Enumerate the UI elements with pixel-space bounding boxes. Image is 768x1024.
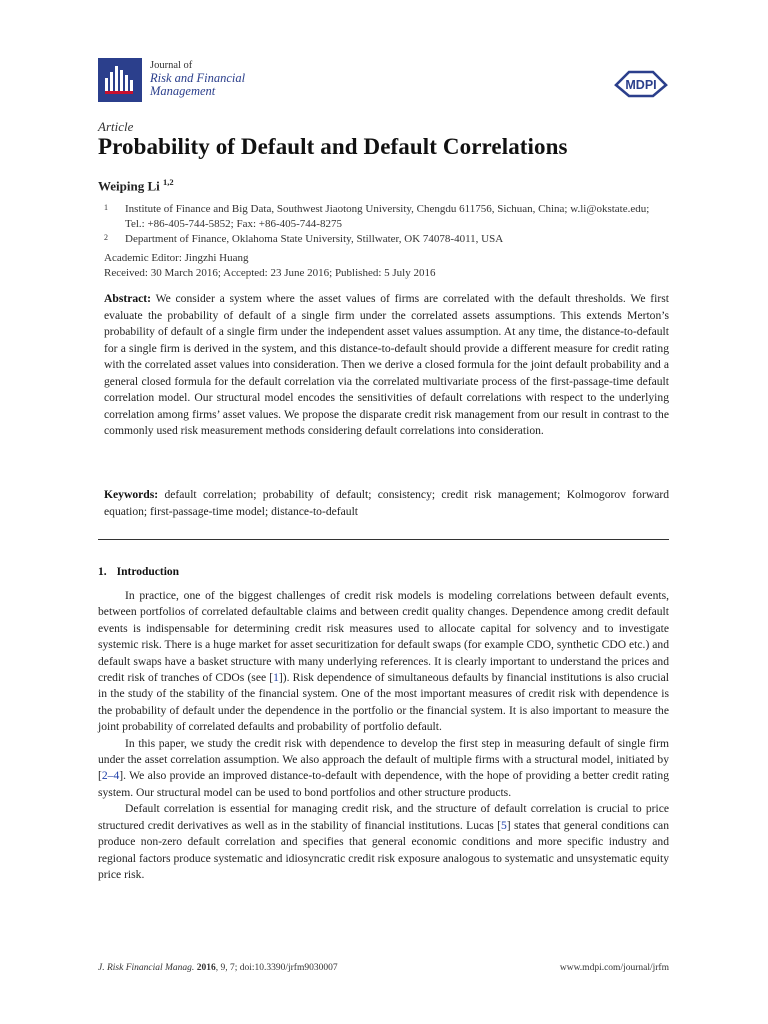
author-line <box>98 177 174 194</box>
author-affiliation-sup: 1,2 <box>163 177 174 187</box>
academic-editor: Academic Editor: Jingzhi Huang <box>104 252 249 264</box>
section-number: 1. <box>98 566 107 578</box>
footer-year: 2016 <box>196 963 216 973</box>
paragraph-text: In this paper, we study the credit risk with dependence to develop the first step in measuring default of single firm under the asset correlation assumption. We also approach the default of multiple firms with a structural model, initiated by [ <box>98 736 669 783</box>
article-type-label: Article <box>98 119 134 134</box>
keywords <box>104 487 669 520</box>
paragraph-text: ]). Risk dependence of simultaneous defaults by financial institutions is also crucial in the study of the stability of the financial system. One of the most important measures of credit risk with dependence is the probability of default under the dependence in the portfolio or the financial system. It is also important to measure the joint probability of correlated defaults and probability of portfolio default. <box>98 671 669 734</box>
citation-link[interactable]: 1 <box>273 671 279 685</box>
author-name: Weiping Li <box>98 178 160 194</box>
publication-dates: Received: 30 March 2016; Accepted: 23 June 2016; Published: 5 July 2016 <box>104 267 436 279</box>
journal-of-label: Journal of <box>150 60 193 71</box>
paragraph-text: In practice, one of the biggest challenges of credit risk models is modeling correlations between default events, between portfolios of correlated defaultable claims and between credit quality changes. Dependence among credit default events is indispensable for determining credit risk measures used to allocate capital for solvency and to investigate systemic risk. There is a huge market for asset securitization for default swaps (for example CDO, synthetic CDO etc.) and default swaps have a basket structure with many underlying references. It is clearly important to understand the prices and credit risk of tranches of CDOs (see [ <box>98 589 669 685</box>
keywords-text: default correlation; probability of default; consistency; credit risk management; Kolmogorov forward equation; first-passage-time model; distance-to-default <box>104 488 670 518</box>
affiliation-number: 1 <box>104 203 108 212</box>
section-divider <box>98 539 669 540</box>
paragraph-3 <box>98 801 669 883</box>
paragraph-text: ]. We also provide an improved distance-to-default with dependence, with the hope of providing a better credit rating system. Our structural model can be used to bond portfolios and other structure products. <box>98 769 669 799</box>
paragraph-1 <box>98 588 669 736</box>
section-title: Introduction <box>116 566 180 578</box>
citation-link[interactable]: 2–4 <box>101 769 120 783</box>
body-text <box>98 588 669 883</box>
paragraph-text: ] states that general conditions can produce non-zero default correlation and specifies that general economic conditions and more specific industry and regional factors produce systematic and idiosyncratic credit risk exposure analogous to systematic and unsystematic equity price risk. <box>98 818 669 881</box>
paragraph-2 <box>98 736 669 802</box>
journal-name-line2: Management <box>150 84 216 98</box>
affiliation-text: Department of Finance, Oklahoma State University, Stillwater, OK 74078-4011, USA <box>125 233 504 245</box>
mdpi-logo-text: MDPI <box>625 78 657 92</box>
paragraph-text: Default correlation is essential for managing credit risk, and the structure of default correlation is crucial to price structured credit derivatives as well as in the stability of financial institutions. Lucas [ <box>98 802 669 832</box>
footer-url[interactable]: www.mdpi.com/journal/jrfm <box>559 963 669 973</box>
abstract-label: Abstract: <box>104 292 152 305</box>
journal-logo-icon <box>98 58 142 102</box>
paper-title: Probability of Default and Default Correlations <box>98 134 568 159</box>
mdpi-logo-icon <box>612 68 670 98</box>
journal-name-line1: Risk and Financial <box>150 71 246 85</box>
journal-title-block <box>150 59 245 98</box>
section-heading <box>98 566 179 578</box>
footer-citation <box>98 963 338 973</box>
abstract-text: We consider a system where the asset values of firms are correlated with the default thresholds. We first evaluate the probability of default of a single firm under the correlated assets assumptions. This extends Merton’s probability of default of a single firm under the independent asset values assumption. At any time, the distance-to-default for a single firm is derived in the system, and this distance-to-default should provide a different measure for credit rating with the correlated asset values into consideration. Then we derive a closed formula for the joint default probability and a general closed formula for the default correlation via the correlated multivariate process of the first-passage-time default correlation model. Our structural model encodes the sensitivities of default correlations with respect to the underlying correlation among firms’ asset values. We propose the disparate credit risk management from our result in contrast to the commonly used risk measurement methods considering default correlations into consideration. <box>104 292 669 437</box>
affiliation-text: Institute of Finance and Big Data, Southwest Jiaotong University, Chengdu 611756, Sichuan, China; w.li@okstate.edu; Tel.: +86-405-744-5852; Fax: +86-405-744-8275 <box>125 203 650 230</box>
affiliation-number: 2 <box>104 233 108 242</box>
citation-link[interactable]: 5 <box>501 818 507 832</box>
footer-journal-abbrev: J. Risk Financial Manag. <box>98 963 195 973</box>
abstract <box>104 291 669 440</box>
keywords-label: Keywords: <box>104 488 159 501</box>
footer-doi: , 9, 7; doi:10.3390/jrfm9030007 <box>215 963 338 973</box>
